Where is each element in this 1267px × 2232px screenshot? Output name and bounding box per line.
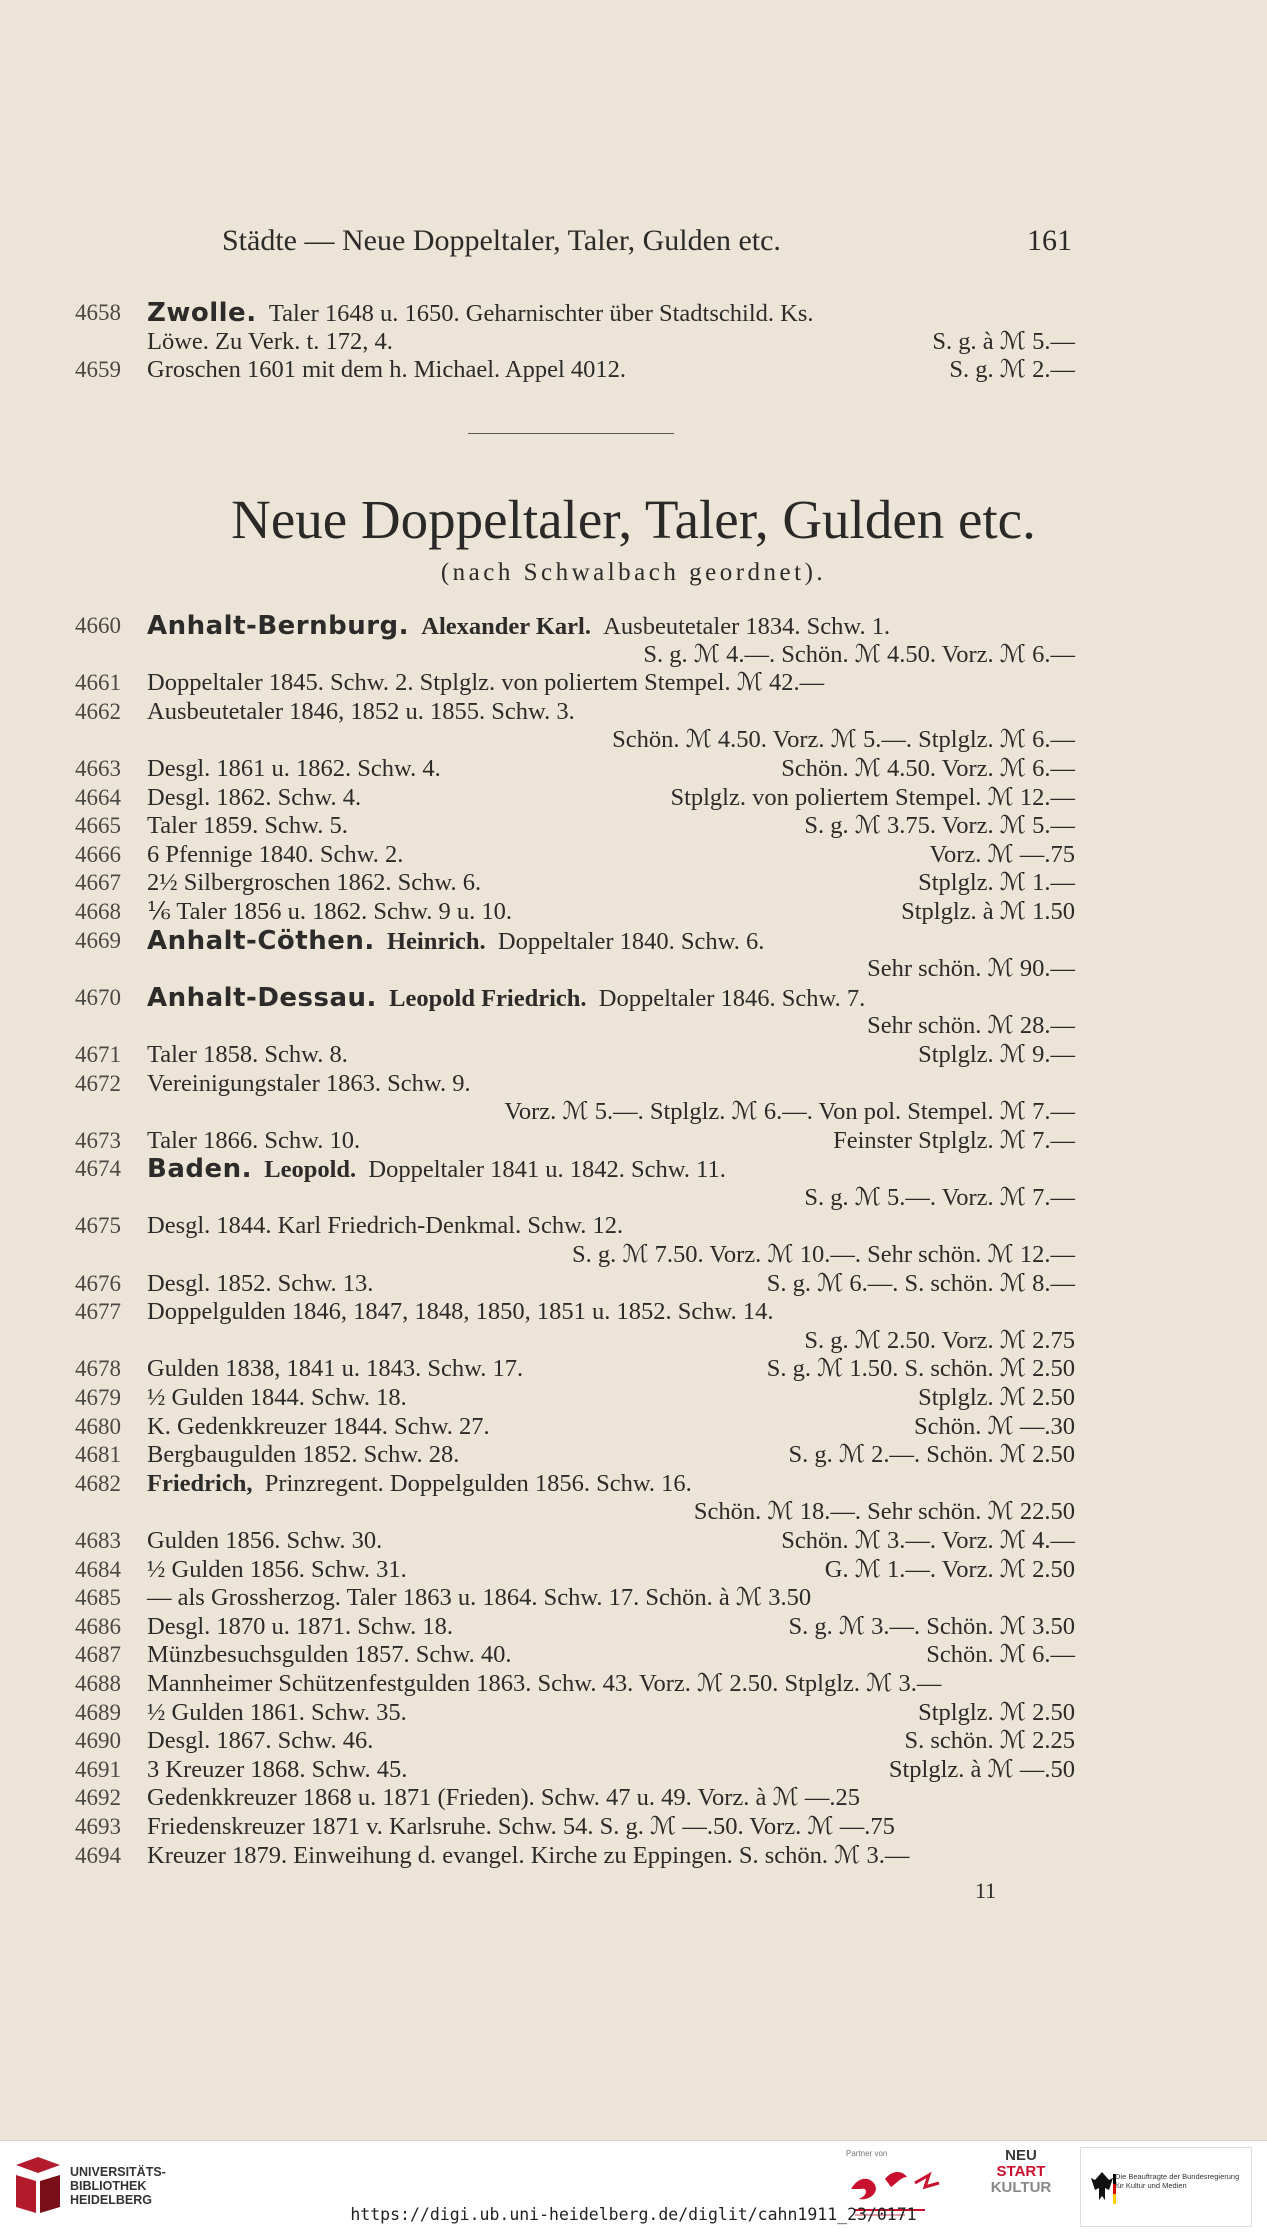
entry-price: S. g. ℳ 1.50. S. schön. ℳ 2.50 xyxy=(766,1355,1075,1383)
entry-text xyxy=(147,984,865,1014)
entry-price: Stplglz. ℳ 1.— xyxy=(918,869,1075,897)
entry-text xyxy=(147,612,890,642)
entry-price: S. g. ℳ 2.50. Vorz. ℳ 2.75 xyxy=(804,1326,1075,1354)
list-item xyxy=(75,898,1075,927)
neustart-kultur-logo[interactable]: NEU START KULTUR xyxy=(990,2147,1052,2196)
entry-price: Stplglz. ℳ 9.— xyxy=(918,1040,1075,1068)
entry-description: — als Grossherzog. Taler 1863 u. 1864. Schw. 17. Schön. à ℳ 3.50 xyxy=(147,1584,812,1612)
entry-place: Anhalt-Bernburg. xyxy=(147,611,410,641)
entry-description: Desgl. 1861 u. 1862. Schw. 4. xyxy=(147,754,441,782)
entry-text xyxy=(147,898,512,927)
list-item xyxy=(75,869,1075,898)
federal-commissioner-text: Die Beauftragte der Bundesregierung für Kultur und Medien xyxy=(1115,2172,1240,2190)
entry-description: ½ Gulden 1861. Schw. 35. xyxy=(147,1698,407,1726)
list-item xyxy=(75,1270,1075,1299)
entry-description: 2½ Silbergroschen 1862. Schw. 6. xyxy=(147,869,482,897)
entry-number: 4666 xyxy=(75,841,121,867)
entry-description: 3 Kreuzer 1868. Schw. 45. xyxy=(147,1755,408,1783)
entry-description: Taler 1858. Schw. 8. xyxy=(147,1040,348,1068)
entry-number: 4670 xyxy=(75,984,121,1010)
entry-continuation xyxy=(75,1327,1075,1356)
entry-number: 4686 xyxy=(75,1613,121,1639)
list-item xyxy=(75,1613,1075,1642)
entry-description: 6 Pfennige 1840. Schw. 2. xyxy=(147,840,404,868)
list-item xyxy=(75,1413,1075,1442)
list-item xyxy=(75,1212,1075,1241)
list-item xyxy=(75,299,1075,328)
list-item xyxy=(75,1384,1075,1413)
list-item xyxy=(75,698,1075,727)
entry-ruler: Friedrich, xyxy=(147,1469,253,1497)
list-item xyxy=(75,1298,1075,1327)
entry-text xyxy=(147,1842,909,1871)
partner-label: Partner von xyxy=(846,2149,888,2158)
list-item xyxy=(75,1641,1075,1670)
entry-continuation xyxy=(75,328,1075,357)
entry-continuation xyxy=(75,726,1075,755)
list-item xyxy=(75,1155,1075,1184)
entry-text xyxy=(147,1441,459,1470)
entry-text xyxy=(147,1813,895,1842)
entry-number: 4674 xyxy=(75,1156,121,1182)
entry-place: Anhalt-Cöthen. xyxy=(147,925,375,956)
entry-number: 4694 xyxy=(75,1842,121,1868)
entry-description: Taler 1648 u. 1650. Geharnischter über Stadtschild. Ks. xyxy=(268,300,814,327)
entry-continuation xyxy=(75,1012,1075,1041)
entry-description: Desgl. 1862. Schw. 4. xyxy=(147,783,362,811)
entry-number: 4687 xyxy=(75,1642,121,1668)
entry-description: Doppeltaler 1840. Schw. 6. xyxy=(497,927,765,955)
entry-text xyxy=(147,1784,860,1813)
entry-description: Mannheimer Schützenfestgulden 1863. Schw. 43. Vorz. ℳ 2.50. Stplglz. ℳ 3.— xyxy=(147,1669,942,1697)
entry-text xyxy=(147,1556,407,1585)
section-subtitle: (nach Schwalbach geordnet). xyxy=(440,559,827,586)
entry-ruler: Leopold Friedrich. xyxy=(389,984,587,1012)
list-item xyxy=(75,812,1075,841)
list-item xyxy=(75,669,1075,698)
list-item xyxy=(75,1727,1075,1756)
section-title: Neue Doppeltaler, Taler, Gulden etc. xyxy=(231,489,1036,550)
running-header xyxy=(222,224,1072,264)
entry-description: ½ Gulden 1844. Schw. 18. xyxy=(147,1384,407,1412)
entry-text xyxy=(147,1070,471,1099)
entry-text xyxy=(147,869,481,898)
entry-price: Stplglz. von poliertem Stempel. ℳ 12.— xyxy=(670,783,1075,811)
entry-price: Stplglz. ℳ 2.50 xyxy=(918,1698,1075,1726)
list-item xyxy=(75,1756,1075,1785)
entry-number: 4663 xyxy=(75,755,121,781)
entry-text xyxy=(147,927,764,957)
entry-text xyxy=(147,1355,523,1384)
entry-description: Taler 1859. Schw. 5. xyxy=(147,812,348,840)
entry-price: Schön. ℳ 6.— xyxy=(926,1641,1075,1669)
list-item xyxy=(75,1556,1075,1585)
entry-list xyxy=(75,612,1075,1870)
entry-price: S. g. à ℳ 5.— xyxy=(932,327,1075,355)
entry-price: S. g. ℳ 4.—. Schön. ℳ 4.50. Vorz. ℳ 6.— xyxy=(643,640,1075,668)
entry-place: Baden. xyxy=(147,1154,252,1185)
entry-number: 4691 xyxy=(75,1756,121,1782)
entry-description: Doppeltaler 1845. Schw. 2. Stplglz. von poliertem Stempel. ℳ 42.— xyxy=(147,669,825,697)
entry-text xyxy=(147,812,348,841)
library-name[interactable]: UNIVERSITÄTS- BIBLIOTHEK HEIDELBERG xyxy=(70,2165,166,2207)
entry-number: 4667 xyxy=(75,870,121,896)
entry-number: 4689 xyxy=(75,1699,121,1725)
entry-number: 4671 xyxy=(75,1041,121,1067)
entry-description: Kreuzer 1879. Einweihung d. evangel. Kirche zu Eppingen. S. schön. ℳ 3.— xyxy=(147,1841,910,1869)
entry-price: Stplglz. à ℳ —.50 xyxy=(888,1755,1075,1783)
list-item xyxy=(75,356,1075,385)
entry-number: 4662 xyxy=(75,698,121,724)
entry-price: Sehr schön. ℳ 28.— xyxy=(867,1012,1075,1040)
entry-ruler: Leopold. xyxy=(264,1156,357,1184)
entry-continuation xyxy=(75,1241,1075,1270)
list-item xyxy=(75,1441,1075,1470)
entry-text xyxy=(147,299,813,329)
list-item xyxy=(75,841,1075,870)
entry-text xyxy=(147,1470,692,1499)
list-item xyxy=(75,1070,1075,1099)
entry-description: Prinzregent. Doppelgulden 1856. Schw. 16. xyxy=(264,1469,692,1497)
entry-price: Vorz. ℳ 5.—. Stplglz. ℳ 6.—. Von pol. Stempel. ℳ 7.— xyxy=(504,1098,1075,1126)
entry-description: Bergbaugulden 1852. Schw. 28. xyxy=(147,1441,460,1469)
entry-description: Gedenkkreuzer 1868 u. 1871 (Frieden). Schw. 47 u. 49. Vorz. à ℳ —.25 xyxy=(147,1784,860,1812)
list-item xyxy=(75,1527,1075,1556)
entry-description: Ausbeutetaler 1834. Schw. 1. xyxy=(603,613,891,640)
list-item xyxy=(75,1813,1075,1842)
entry-description: Desgl. 1867. Schw. 46. xyxy=(147,1727,374,1755)
entry-number: 4685 xyxy=(75,1585,121,1611)
entry-description: Gulden 1838, 1841 u. 1843. Schw. 17. xyxy=(147,1355,524,1383)
entry-price: S. g. ℳ 3.75. Vorz. ℳ 5.— xyxy=(804,812,1075,840)
list-item xyxy=(75,1670,1075,1699)
list-item xyxy=(75,1842,1075,1871)
entry-number: 4693 xyxy=(75,1813,121,1839)
entry-price: G. ℳ 1.—. Vorz. ℳ 2.50 xyxy=(824,1555,1075,1583)
entry-continuation xyxy=(75,641,1075,670)
entry-text xyxy=(147,1127,360,1156)
entry-description: Münzbesuchsgulden 1857. Schw. 40. xyxy=(147,1641,512,1669)
entry-text xyxy=(147,1270,373,1299)
entry-description: Desgl. 1870 u. 1871. Schw. 18. xyxy=(147,1612,454,1640)
entry-ruler: Heinrich. xyxy=(386,927,486,955)
entry-price: Vorz. ℳ —.75 xyxy=(929,840,1075,868)
entry-price: S. g. ℳ 3.—. Schön. ℳ 3.50 xyxy=(788,1612,1075,1640)
entry-price: S. g. ℳ 6.—. S. schön. ℳ 8.— xyxy=(766,1269,1075,1297)
entry-continuation xyxy=(75,955,1075,984)
list-item xyxy=(75,1784,1075,1813)
entry-continuation xyxy=(75,1098,1075,1127)
entry-price: Schön. ℳ 4.50. Vorz. ℳ 6.— xyxy=(781,754,1075,782)
entry-text xyxy=(147,1041,348,1070)
entry-text xyxy=(147,1727,373,1756)
entry-description: Groschen 1601 mit dem h. Michael. Appel 4012. xyxy=(147,356,627,384)
list-item xyxy=(75,1470,1075,1499)
entry-number: 4683 xyxy=(75,1528,121,1553)
entry-price: Schön. ℳ —.30 xyxy=(914,1412,1075,1440)
entry-text xyxy=(147,755,441,784)
entry-number: 4672 xyxy=(75,1070,121,1096)
entry-text xyxy=(147,1413,490,1442)
page-number: 161 xyxy=(1027,224,1072,257)
entry-number: 4682 xyxy=(75,1470,121,1496)
entry-continuation-text: Löwe. Zu Verk. t. 172, 4. xyxy=(147,327,393,355)
entry-continuation xyxy=(75,1184,1075,1213)
list-item xyxy=(75,1699,1075,1728)
entry-text xyxy=(147,356,626,385)
entry-price: Sehr schön. ℳ 90.— xyxy=(867,955,1075,983)
entry-description: Doppeltaler 1841 u. 1842. Schw. 11. xyxy=(368,1156,726,1184)
list-item xyxy=(75,1041,1075,1070)
entry-number: 4678 xyxy=(75,1356,121,1382)
entry-description: Friedenskreuzer 1871 v. Karlsruhe. Schw. 54. S. g. ℳ —.50. Vorz. ℳ —.75 xyxy=(147,1812,895,1840)
entry-text xyxy=(147,841,403,870)
list-item xyxy=(75,784,1075,813)
entry-price: S. schön. ℳ 2.25 xyxy=(904,1727,1075,1755)
entry-text xyxy=(147,1384,407,1413)
entry-number: 4664 xyxy=(75,784,121,810)
entry-number: 4659 xyxy=(75,357,121,383)
entry-description: Desgl. 1844. Karl Friedrich-Denkmal. Schw. 12. xyxy=(147,1212,624,1240)
viewer-footer xyxy=(0,2140,1267,2232)
entry-number: 4665 xyxy=(75,813,121,839)
entry-number: 4677 xyxy=(75,1299,121,1325)
entry-price: Schön. ℳ 4.50. Vorz. ℳ 5.—. Stplglz. ℳ 6.— xyxy=(612,726,1075,754)
list-item xyxy=(75,1355,1075,1384)
top-entry-list xyxy=(75,299,1075,385)
entry-number: 4668 xyxy=(75,898,121,924)
running-title: Städte — Neue Doppeltaler, Taler, Gulden etc. xyxy=(222,224,781,257)
list-item xyxy=(75,1127,1075,1156)
entry-text xyxy=(147,1527,382,1556)
entry-description: K. Gedenkkreuzer 1844. Schw. 27. xyxy=(147,1412,490,1440)
entry-description: Ausbeutetaler 1846, 1852 u. 1855. Schw. 3. xyxy=(147,697,575,725)
list-item xyxy=(75,755,1075,784)
entry-number: 4679 xyxy=(75,1385,121,1411)
entry-text xyxy=(147,698,575,727)
section-divider xyxy=(468,433,674,434)
entry-text xyxy=(147,1641,512,1670)
entry-text xyxy=(147,1298,774,1327)
entry-text xyxy=(147,1584,811,1613)
list-item xyxy=(75,612,1075,641)
entry-text xyxy=(147,1699,407,1728)
entry-description: Vereinigungstaler 1863. Schw. 9. xyxy=(147,1069,471,1097)
entry-number: 4669 xyxy=(75,927,121,953)
list-item xyxy=(75,927,1075,956)
entry-number: 4692 xyxy=(75,1785,121,1811)
entry-text xyxy=(147,1212,623,1241)
entry-description: Gulden 1856. Schw. 30. xyxy=(147,1527,383,1554)
entry-price: Feinster Stplglz. ℳ 7.— xyxy=(833,1126,1075,1154)
federal-eagle-icon xyxy=(1087,2168,1117,2208)
entry-number: 4673 xyxy=(75,1127,121,1153)
entry-number: 4658 xyxy=(75,300,121,325)
entry-number: 4681 xyxy=(75,1442,121,1468)
entry-description: ⅙ Taler 1856 u. 1862. Schw. 9 u. 10. xyxy=(147,897,512,925)
entry-price: Schön. ℳ 3.—. Vorz. ℳ 4.— xyxy=(781,1527,1075,1554)
entry-price: S. g. ℳ 5.—. Vorz. ℳ 7.— xyxy=(804,1183,1075,1211)
entry-price: Stplglz. à ℳ 1.50 xyxy=(901,897,1075,925)
entry-description: Desgl. 1852. Schw. 13. xyxy=(147,1269,374,1297)
entry-place: Zwolle. xyxy=(147,298,257,328)
entry-price: S. g. ℳ 7.50. Vorz. ℳ 10.—. Sehr schön. ℳ 12.— xyxy=(571,1241,1075,1269)
entry-text xyxy=(147,669,824,698)
entry-text xyxy=(147,1670,941,1699)
entry-text xyxy=(147,1155,726,1185)
entry-number: 4676 xyxy=(75,1270,121,1296)
entry-number: 4660 xyxy=(75,613,121,638)
entry-number: 4690 xyxy=(75,1728,121,1754)
entry-text xyxy=(147,1613,453,1642)
entry-price: Schön. ℳ 18.—. Sehr schön. ℳ 22.50 xyxy=(693,1498,1075,1526)
entry-description: Doppeltaler 1846. Schw. 7. xyxy=(598,984,866,1012)
list-item xyxy=(75,1584,1075,1613)
entry-place: Anhalt-Dessau. xyxy=(147,982,377,1013)
entry-text xyxy=(147,784,361,813)
list-item xyxy=(75,984,1075,1013)
entry-text xyxy=(147,1756,407,1785)
entry-number: 4675 xyxy=(75,1213,121,1239)
entry-price: Stplglz. ℳ 2.50 xyxy=(918,1384,1075,1412)
entry-number: 4661 xyxy=(75,670,121,696)
permalink-url[interactable]: https://digi.ub.uni-heidelberg.de/diglit/cahn1911_23/0171 xyxy=(350,2205,917,2224)
entry-description: ½ Gulden 1856. Schw. 31. xyxy=(147,1555,407,1583)
entry-number: 4684 xyxy=(75,1556,121,1582)
entry-price: S. g. ℳ 2.— xyxy=(949,356,1075,384)
entry-continuation xyxy=(75,1498,1075,1527)
entry-ruler: Alexander Karl. xyxy=(421,613,591,640)
printer-signature: 11 xyxy=(975,1878,997,1903)
entry-number: 4688 xyxy=(75,1670,121,1696)
entry-price: S. g. ℳ 2.—. Schön. ℳ 2.50 xyxy=(788,1441,1075,1469)
entry-description: Taler 1866. Schw. 10. xyxy=(147,1126,361,1154)
entry-description: Doppelgulden 1846, 1847, 1848, 1850, 1851 u. 1852. Schw. 14. xyxy=(147,1298,774,1326)
entry-number: 4680 xyxy=(75,1413,121,1439)
